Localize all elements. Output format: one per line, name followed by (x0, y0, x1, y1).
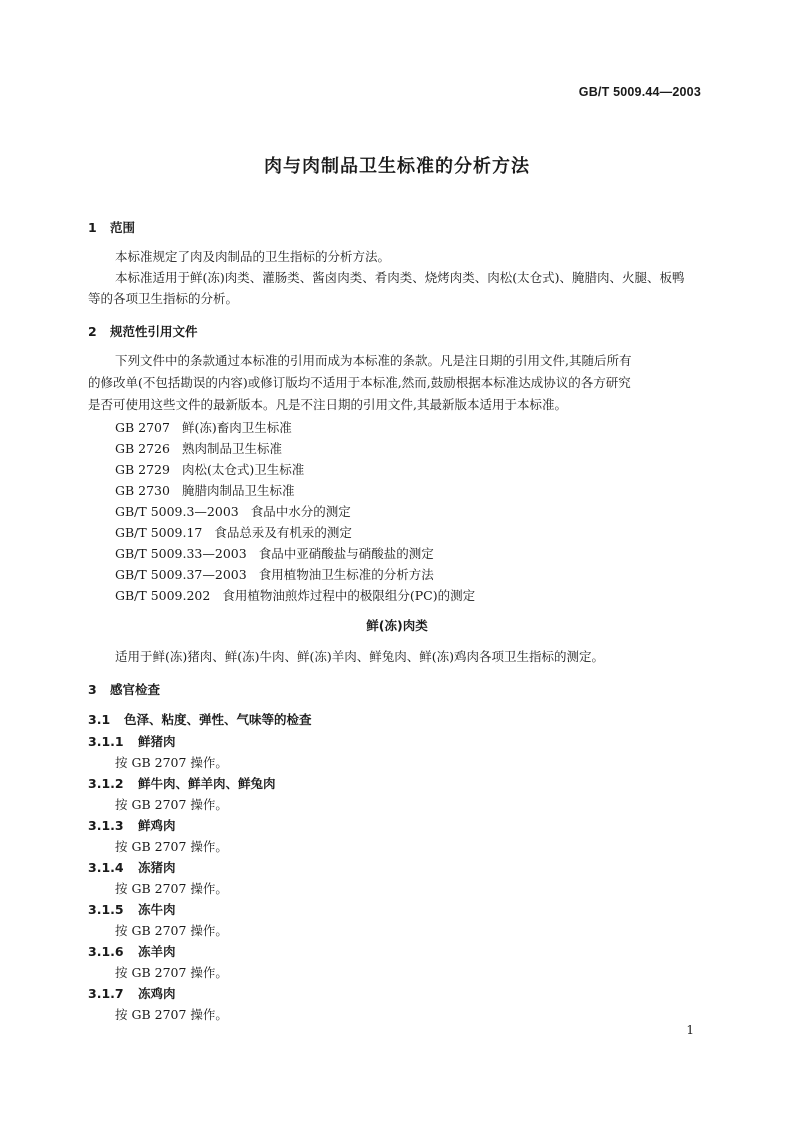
reference-code: GB 2707 (115, 420, 170, 435)
reference-title: 肉松(太仓式)卫生标准 (181, 462, 305, 477)
reference-code: GB/T 5009.33—2003 (115, 546, 247, 561)
subsection-number: 3.1.4 (88, 860, 124, 875)
section-3-heading (88, 680, 160, 698)
section-title: 感官检查 (110, 682, 161, 697)
subsection-number: 3.1.1 (88, 734, 124, 749)
paragraph: 是否可使用这些文件的最新版本。凡是不注日期的引用文件,其最新版本适用于本标准。 (88, 397, 567, 412)
reference-title: 鲜(冻)畜肉卫生标准 (181, 420, 292, 435)
reference-title: 食品中水分的测定 (250, 504, 351, 519)
subsection-heading (88, 858, 176, 876)
subsection-title: 冻鸡肉 (138, 986, 176, 1001)
paragraph: 的修改单(不包括勘误的内容)或修订版均不适用于本标准,然而,鼓励根据本标准达成协议的各方研究 (88, 375, 631, 390)
reference-title: 食品中亚硝酸盐与硝酸盐的测定 (258, 546, 434, 561)
reference-title: 熟肉制品卫生标准 (181, 441, 282, 456)
reference-code: GB/T 5009.202 (115, 588, 211, 603)
subsection-text: 按 GB 2707 操作。 (115, 965, 228, 980)
paragraph: 本标准规定了肉及肉制品的卫生指标的分析方法。 (115, 249, 391, 264)
section-3-1-heading (88, 710, 312, 728)
paragraph: 下列文件中的条款通过本标准的引用而成为本标准的条款。凡是注日期的引用文件,其随后所有 (115, 353, 632, 368)
subsection-title: 鲜牛肉、鲜羊肉、鲜兔肉 (138, 776, 276, 791)
reference-code: GB 2726 (115, 441, 170, 456)
reference-item (115, 460, 304, 478)
reference-item (115, 502, 351, 520)
reference-item (115, 439, 282, 457)
reference-item (115, 544, 434, 562)
paragraph: 等的各项卫生指标的分析。 (88, 291, 239, 306)
subsection-title: 冻羊肉 (138, 944, 176, 959)
reference-item (115, 481, 294, 499)
subsection-heading (88, 732, 176, 750)
section-title: 色泽、粘度、弹性、气味等的检查 (124, 712, 312, 727)
section-title: 范围 (110, 220, 136, 235)
section-number: 1 (88, 220, 97, 235)
subsection-heading (88, 900, 176, 918)
subsection-number: 3.1.7 (88, 986, 124, 1001)
subsection-heading (88, 942, 176, 960)
subsection-number: 3.1.5 (88, 902, 124, 917)
reference-code: GB/T 5009.37—2003 (115, 567, 247, 582)
subsection-number: 3.1.2 (88, 776, 124, 791)
reference-item (115, 586, 475, 604)
subsection-text: 按 GB 2707 操作。 (115, 1007, 228, 1022)
section-title: 规范性引用文件 (110, 324, 198, 339)
subsection-title: 冻牛肉 (138, 902, 176, 917)
subsection-text: 按 GB 2707 操作。 (115, 755, 228, 770)
reference-title: 食品总汞及有机汞的测定 (214, 525, 352, 540)
standard-code: GB/T 5009.44—2003 (578, 85, 701, 99)
subsection-title: 冻猪肉 (138, 860, 176, 875)
document-title: 肉与肉制品卫生标准的分析方法 (264, 156, 530, 177)
section-number: 3.1 (88, 712, 111, 727)
reference-code: GB 2730 (115, 483, 170, 498)
fresh-meat-heading: 鲜(冻)肉类 (366, 618, 428, 633)
subsection-heading (88, 816, 176, 834)
reference-item (115, 565, 434, 583)
page-number: 1 (686, 1023, 694, 1037)
section-number: 2 (88, 324, 97, 339)
reference-item (115, 523, 352, 541)
subsection-number: 3.1.6 (88, 944, 124, 959)
section-1-heading (88, 218, 135, 236)
reference-title: 食用植物油煎炸过程中的极限组分(PC)的测定 (222, 588, 476, 603)
subsection-text: 按 GB 2707 操作。 (115, 923, 228, 938)
reference-code: GB/T 5009.17 (115, 525, 203, 540)
reference-code: GB/T 5009.3—2003 (115, 504, 239, 519)
subsection-heading (88, 774, 276, 792)
subsection-text: 按 GB 2707 操作。 (115, 839, 228, 854)
reference-title: 腌腊肉制品卫生标准 (181, 483, 295, 498)
paragraph: 本标准适用于鲜(冻)肉类、灌肠类、酱卤肉类、肴肉类、烧烤肉类、肉松(太仓式)、腌腊肉、火腿、板鸭 (115, 270, 685, 285)
reference-title: 食用植物油卫生标准的分析方法 (258, 567, 434, 582)
subsection-title: 鲜猪肉 (138, 734, 176, 749)
reference-item (115, 418, 292, 436)
subsection-text: 按 GB 2707 操作。 (115, 797, 228, 812)
section-2-heading (88, 322, 198, 340)
subsection-heading (88, 984, 176, 1002)
subsection-title: 鲜鸡肉 (138, 818, 176, 833)
section-number: 3 (88, 682, 97, 697)
reference-code: GB 2729 (115, 462, 170, 477)
subsection-number: 3.1.3 (88, 818, 124, 833)
paragraph: 适用于鲜(冻)猪肉、鲜(冻)牛肉、鲜(冻)羊肉、鲜兔肉、鲜(冻)鸡肉各项卫生指标的测定。 (115, 649, 605, 664)
subsection-text: 按 GB 2707 操作。 (115, 881, 228, 896)
